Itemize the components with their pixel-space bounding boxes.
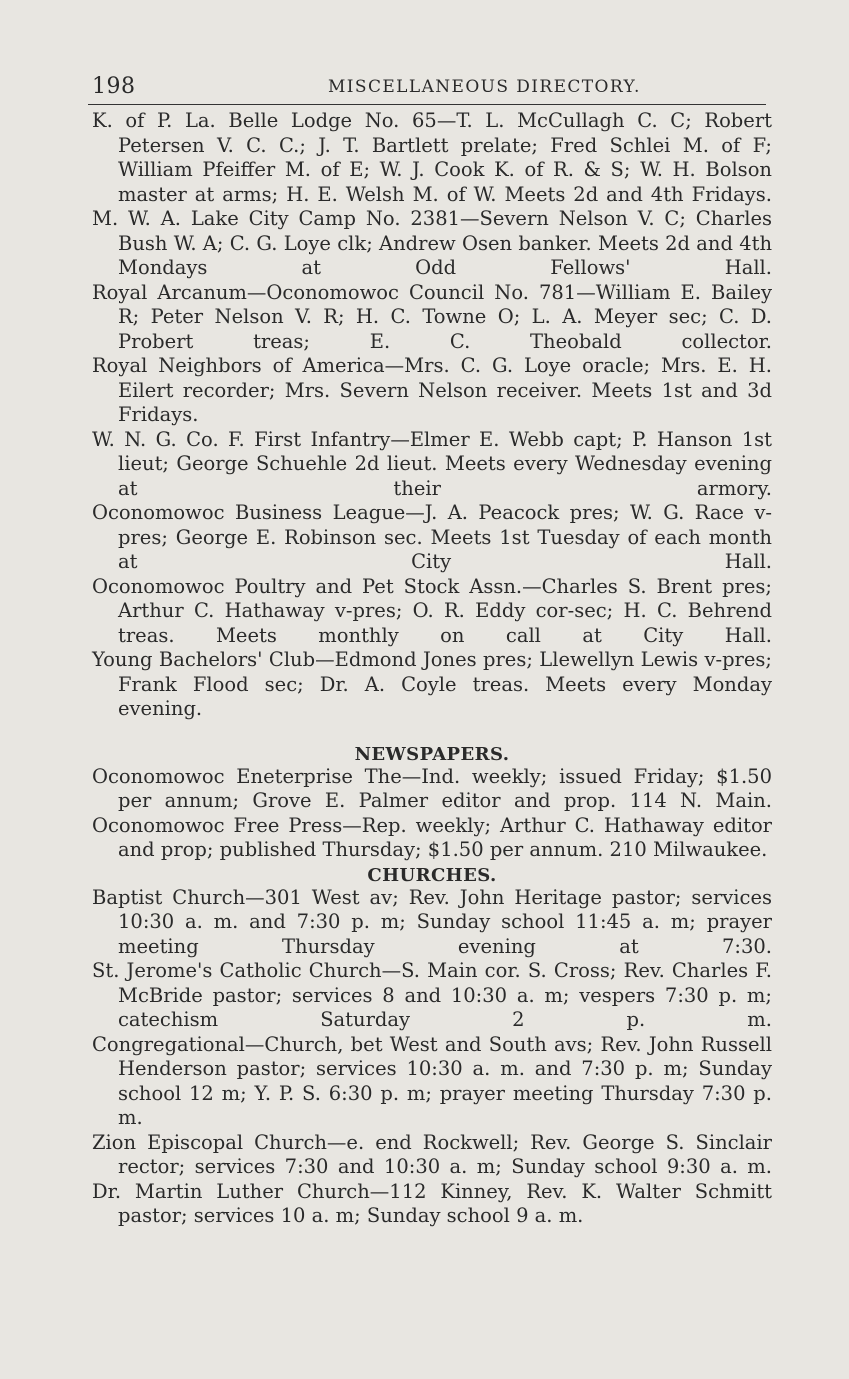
directory-body xyxy=(92,109,772,1229)
society-entry: K. of P. La. Belle Lodge No. 65—T. L. McCullagh C. C; Robert Petersen V. C. C.; J. T. Bartlett prelate; Fred Schlei M. of F; William Pfeiffer M. of E; W. J. Cook K. of R. & S; W. H. Bolson master at arms; H. E. Welsh M. of W. Meets 2d and 4th Fridays. xyxy=(92,109,772,206)
society-entry: Young Bachelors' Club—Edmond Jones pres; Llewellyn Lewis v-pres; Frank Flood sec; Dr. A. Coyle treas. Meets every Monday evening. xyxy=(92,648,772,720)
newspaper-entry: Oconomowoc Free Press—Rep. weekly; Arthur C. Hathaway editor and prop; published Thursday; $1.50 per annum. 210 Milwaukee. xyxy=(92,813,772,861)
church-entry: Zion Episcopal Church—e. end Rockwell; Rev. George S. Sinclair rector; services 7:30 and 10:30 a. m; Sunday school 9:30 a. m. xyxy=(92,1130,772,1178)
page-header xyxy=(88,60,766,105)
society-entry: W. N. G. Co. F. First Infantry—Elmer E. Webb capt; P. Hanson 1st lieut; George Schuehle 2d lieut. Meets every Wednesday evening at their armory. xyxy=(92,427,772,500)
societies-section xyxy=(92,109,772,722)
churches-section xyxy=(92,865,772,1229)
church-entry: Dr. Martin Luther Church—112 Kinney, Rev. K. Walter Schmitt pastor; services 10 a. m; Sunday school 9 a. m. xyxy=(92,1179,772,1227)
society-entry: Oconomowoc Poultry and Pet Stock Assn.—Charles S. Brent pres; Arthur C. Hathaway v-pres; O. R. Eddy cor-sec; H. C. Behrend treas. Meets monthly on call at City Hall. xyxy=(92,574,772,647)
page-number: 198 xyxy=(92,74,136,99)
society-entry: M. W. A. Lake City Camp No. 2381—Severn Nelson V. C; Charles Bush W. A; C. G. Loye clk; Andrew Osen banker. Meets 2d and 4th Mondays at Odd Fellows' Hall. xyxy=(92,207,772,279)
society-entry: Royal Neighbors of America—Mrs. C. G. Loye oracle; Mrs. E. H. Eilert recorder; Mrs. Severn Nelson receiver. Meets 1st and 3d Fridays. xyxy=(92,354,772,426)
running-title: MISCELLANEOUS DIRECTORY. xyxy=(328,77,641,97)
church-entry: Baptist Church—301 West av; Rev. John Heritage pastor; services 10:30 a. m. and 7:30 p. m; Sunday school 11:45 a. m; prayer meeting Thursday evening at 7:30. xyxy=(92,885,772,958)
church-entry: St. Jerome's Catholic Church—S. Main cor. S. Cross; Rev. Charles F. McBride pastor; services 8 and 10:30 a. m; vespers 7:30 p. m; catechism Saturday 2 p. m. xyxy=(92,959,772,1031)
newspapers-heading: NEWSPAPERS. xyxy=(354,743,510,765)
churches-heading: CHURCHES. xyxy=(367,864,497,886)
society-entry: Oconomowoc Business League—J. A. Peacock pres; W. G. Race v-pres; George E. Robinson sec. Meets 1st Tuesday of each month at City Hall. xyxy=(92,501,772,573)
newspapers-section xyxy=(92,744,772,863)
society-entry: Royal Arcanum—Oconomowoc Council No. 781—William E. Bailey R; Peter Nelson V. R; H. C. Towne O; L. A. Meyer sec; C. D. Probert treas; E. C. Theobald collector. xyxy=(92,280,772,353)
church-entry: Congregational—Church, bet West and South avs; Rev. John Russell Henderson pastor; services 10:30 a. m. and 7:30 p. m; Sunday school 12 m; Y. P. S. 6:30 p. m; prayer meeting Thursday 7:30 p. m. xyxy=(92,1032,772,1129)
newspaper-entry: Oconomowoc Eneterprise The—Ind. weekly; issued Friday; $1.50 per annum; Grove E. Palmer editor and prop. 114 N. Main. xyxy=(92,764,772,812)
